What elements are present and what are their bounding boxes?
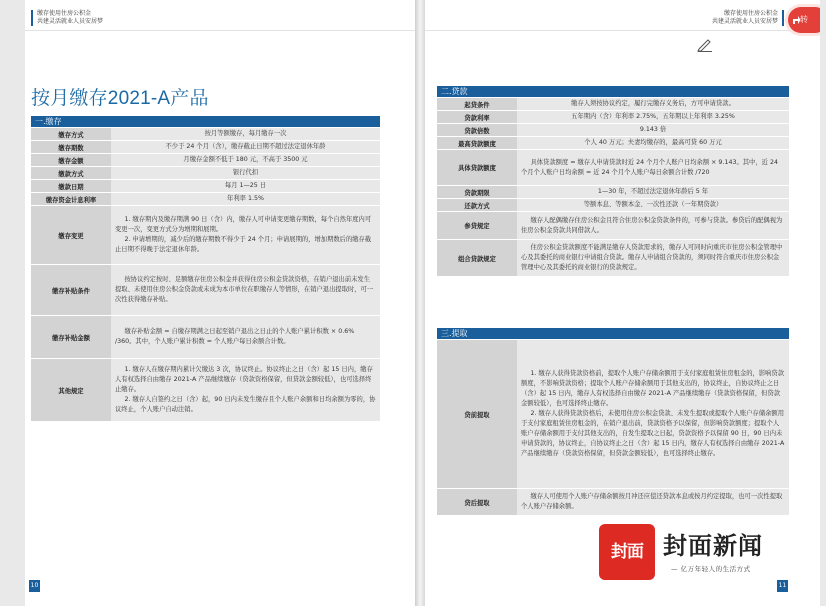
row-value bbox=[517, 111, 789, 123]
row-label: 缴款日期 bbox=[31, 180, 111, 192]
right-page bbox=[425, 0, 820, 606]
row-label: 缴存金额 bbox=[31, 154, 111, 166]
row-label: 缴存变更 bbox=[31, 206, 111, 264]
row-label: 缴存补贴金额 bbox=[31, 316, 111, 358]
row-label: 还款方式 bbox=[437, 199, 517, 211]
row-value-paragraph: 按月等额缴存，每月缴存一次 bbox=[204, 130, 287, 137]
row-value bbox=[111, 167, 380, 179]
withdraw-section-heading: 三.提取 bbox=[437, 328, 789, 339]
row-value-paragraph: 月缴存金额不低于 180 元，不高于 3500 元 bbox=[183, 156, 308, 163]
deposit-row bbox=[31, 128, 380, 140]
pencil-icon[interactable] bbox=[696, 38, 714, 52]
withdraw-row bbox=[437, 340, 789, 488]
page-number-right: 11 bbox=[777, 580, 788, 592]
header-divider bbox=[425, 30, 820, 31]
deposit-row bbox=[31, 265, 380, 315]
row-value bbox=[517, 124, 789, 136]
header-line-1: 缴存使用住房公积金 bbox=[723, 10, 778, 17]
row-value bbox=[111, 128, 380, 140]
row-value-paragraph: 缴存补贴金额 = 自缴存期满之日起至销户退出之日止的个人账户累计积数 × 0.6% /360。其中，个人账户累计积数 = 个人账户每日余额合计数。 bbox=[115, 328, 355, 345]
deposit-row bbox=[31, 316, 380, 358]
loan-row bbox=[437, 98, 789, 110]
deposit-section bbox=[31, 116, 380, 422]
row-value-paragraph: 个人 40 万元；夫妻均缴存的，最高可贷 60 万元 bbox=[584, 139, 722, 146]
row-label: 缴款方式 bbox=[31, 167, 111, 179]
row-value-paragraph: 不少于 24 个月（含），缴存截止日期不超过法定退休年龄 bbox=[165, 143, 326, 150]
loan-table bbox=[437, 97, 789, 277]
deposit-row bbox=[31, 141, 380, 153]
row-value bbox=[517, 98, 789, 110]
deposit-row bbox=[31, 180, 380, 192]
page-number-left: 10 bbox=[29, 580, 40, 592]
row-label: 贷款利率 bbox=[437, 111, 517, 123]
row-label: 贷款倍数 bbox=[437, 124, 517, 136]
row-value-paragraph: 1. 缴存期内及缴存期满 90 日（含）内，缴存人可申请变更缴存期数，每个自然年度内可变更一次，变更方式分为增期和展期。 bbox=[115, 216, 372, 233]
loan-row bbox=[437, 124, 789, 136]
row-value bbox=[517, 340, 789, 488]
row-value bbox=[111, 316, 380, 358]
row-value bbox=[111, 206, 380, 264]
row-label: 参贷规定 bbox=[437, 212, 517, 239]
row-value-paragraph: 9.143 倍 bbox=[639, 126, 667, 133]
share-icon bbox=[792, 15, 801, 25]
row-value bbox=[517, 212, 789, 239]
share-label: 转 bbox=[800, 15, 808, 24]
row-value-paragraph: 2. 缴存人获得贷款资格后，未使用住房公积金贷款、未发生提取或提取个人账户存储余额用于支付家庭租赁住房租金的，在销户退出前，贷款资格予以保留，但影响贷款额度；提取个人账户存储余额用于支付其他支出的，自发生提取之日起，贷款资格予以保留 90 日，90 日内未申请贷款的，协议终止，自协议终止之日（含）起 15 日内，缴存人有权选择自由缴存 2021-A 产品继续缴存（贷款资格保留，但贷款金额较低），也可选择终止缴存。 bbox=[521, 410, 785, 457]
row-value bbox=[111, 359, 380, 421]
right-page-header bbox=[712, 10, 784, 26]
row-value-paragraph: 住房公积金贷款额度不能满足缴存人贷款需求的，缴存人可同时向重庆市住房公积金管理中心及其委托的商业银行申请组合贷款。缴存人申请组合贷款的，须同时符合重庆市住房公积金管理中心及其委托的商业银行的贷款规定。 bbox=[521, 244, 783, 271]
row-value bbox=[517, 137, 789, 149]
logo-mark: 封面 bbox=[599, 524, 655, 580]
row-value bbox=[111, 180, 380, 192]
row-value-paragraph: 2. 缴存人自签约之日（含）起，90 日内未发生缴存且个人账户余额和日均余额为零的，协议终止，个人账户自动注销。 bbox=[115, 396, 376, 413]
row-value-paragraph: 缴存人可使用个人账户存储余额按月冲还应偿还贷款本息或按月约定提取，也可一次性提取个人账户存储余额。 bbox=[521, 493, 783, 510]
row-value-paragraph: 银行代扣 bbox=[232, 169, 259, 176]
deposit-section-heading: 一.缴存 bbox=[31, 116, 380, 127]
row-label: 其他规定 bbox=[31, 359, 111, 421]
withdraw-section bbox=[437, 328, 789, 516]
row-value bbox=[517, 199, 789, 211]
header-line-1: 缴存使用住房公积金 bbox=[37, 10, 92, 17]
deposit-table bbox=[31, 127, 380, 422]
loan-row bbox=[437, 111, 789, 123]
row-value bbox=[111, 265, 380, 315]
logo-slogan: — 亿万年轻人的生活方式 bbox=[671, 565, 751, 573]
loan-row bbox=[437, 150, 789, 185]
row-label: 贷款期限 bbox=[437, 186, 517, 198]
row-value-paragraph: 2. 申请增期的，减少后的缴存期数不得少于 24 个月；申请展期的，增加期数后的缴存截止日期不得晚于法定退休年龄。 bbox=[115, 236, 372, 253]
deposit-row bbox=[31, 359, 380, 421]
row-value bbox=[517, 186, 789, 198]
withdraw-table bbox=[437, 339, 789, 516]
loan-section-heading: 二.贷款 bbox=[437, 86, 789, 97]
deposit-row bbox=[31, 167, 380, 179]
row-value bbox=[517, 150, 789, 185]
row-label: 贷前提取 bbox=[437, 340, 517, 488]
row-value bbox=[111, 154, 380, 166]
row-value bbox=[517, 489, 789, 515]
left-page-header bbox=[31, 10, 103, 26]
left-page bbox=[25, 0, 415, 606]
book-spine bbox=[415, 0, 425, 606]
row-label: 起贷条件 bbox=[437, 98, 517, 110]
row-value-paragraph: 等额本息、等额本金、一次性还款（一年期贷款） bbox=[583, 201, 723, 208]
row-label: 组合贷款规定 bbox=[437, 240, 517, 276]
row-value-paragraph: 1—30 年，不超过法定退休年龄后 5 年 bbox=[597, 188, 709, 195]
row-label: 缴存补贴条件 bbox=[31, 265, 111, 315]
share-button[interactable] bbox=[788, 7, 820, 33]
row-value-paragraph: 具体贷款额度 = 缴存人申请贷款时近 24 个月个人账户日均余额 × 9.143。其中，近 24 个月个人账户日均余额 = 近 24 个月个人账户每日余额合计数 /720 bbox=[521, 158, 778, 176]
row-value bbox=[517, 240, 789, 276]
row-value-paragraph: 缴存人须按协议约定，履行完缴存义务后，方可申请贷款。 bbox=[571, 100, 735, 107]
deposit-row bbox=[31, 206, 380, 264]
logo-name: 封面新闻 bbox=[663, 531, 763, 560]
loan-row bbox=[437, 199, 789, 211]
loan-row bbox=[437, 137, 789, 149]
withdraw-row bbox=[437, 489, 789, 515]
row-value-paragraph: 1. 缴存人在缴存期内累计欠缴达 3 次，协议终止。协议终止之日（含）起 15 日内，缴存人有权选择自由缴存 2021-A 产品继续缴存（贷款资格保留，但贷款金额较低），也可选择终止缴存。 bbox=[115, 366, 373, 393]
loan-row bbox=[437, 212, 789, 239]
header-line-2: 共建灵活就业人员安居梦 bbox=[37, 18, 104, 25]
row-label: 缴存方式 bbox=[31, 128, 111, 140]
deposit-row bbox=[31, 193, 380, 205]
row-value-paragraph: 按协议约定按时、足额缴存住房公积金并获得住房公积金贷款资格，在销户退出前未发生提取、未使用住房公积金贷款或未成为本市单位在职缴存人等情形，在销户退出提取时，可一次性获得缴存补贴。 bbox=[115, 276, 374, 303]
row-label: 最高贷款额度 bbox=[437, 137, 517, 149]
row-label: 具体贷款额度 bbox=[437, 150, 517, 185]
header-divider bbox=[25, 30, 415, 31]
row-value-paragraph: 缴存人配偶缴存住房公积金且符合住房公积金贷款条件的，可参与贷款。参贷后的配偶视为住房公积金贷款共同借款人。 bbox=[521, 216, 783, 234]
row-value bbox=[111, 193, 380, 205]
row-value-paragraph: 1. 缴存人获得贷款资格前，提取个人账户存储余额用于支付家庭租赁住房租金的，影响贷款额度，不影响贷款资格；提取个人账户存储余额用于其他支出的，协议终止，自协议终止之日（含）起 15 日内，缴存人有权选择自由缴存 2021-A 产品继续缴存（贷款资格保留，但贷款金额较低），也可选择终止缴存。 bbox=[521, 370, 785, 407]
row-label: 贷后提取 bbox=[437, 489, 517, 515]
row-value-paragraph: 五年期内（含）年利率 2.75%，五年期以上年利率 3.25% bbox=[571, 113, 735, 120]
loan-row bbox=[437, 186, 789, 198]
fengmian-news-logo bbox=[599, 522, 794, 582]
loan-section bbox=[437, 86, 789, 277]
row-value-paragraph: 年利率 1.5% bbox=[227, 195, 264, 202]
header-line-2: 共建灵活就业人员安居梦 bbox=[711, 18, 778, 25]
loan-row bbox=[437, 240, 789, 276]
row-label: 缴存期数 bbox=[31, 141, 111, 153]
row-value-paragraph: 每月 1—25 日 bbox=[224, 182, 267, 189]
row-label: 缴存资金计息利率 bbox=[31, 193, 111, 205]
page-title: 按月缴存2021-A产品 bbox=[31, 88, 209, 109]
deposit-row bbox=[31, 154, 380, 166]
row-value bbox=[111, 141, 380, 153]
